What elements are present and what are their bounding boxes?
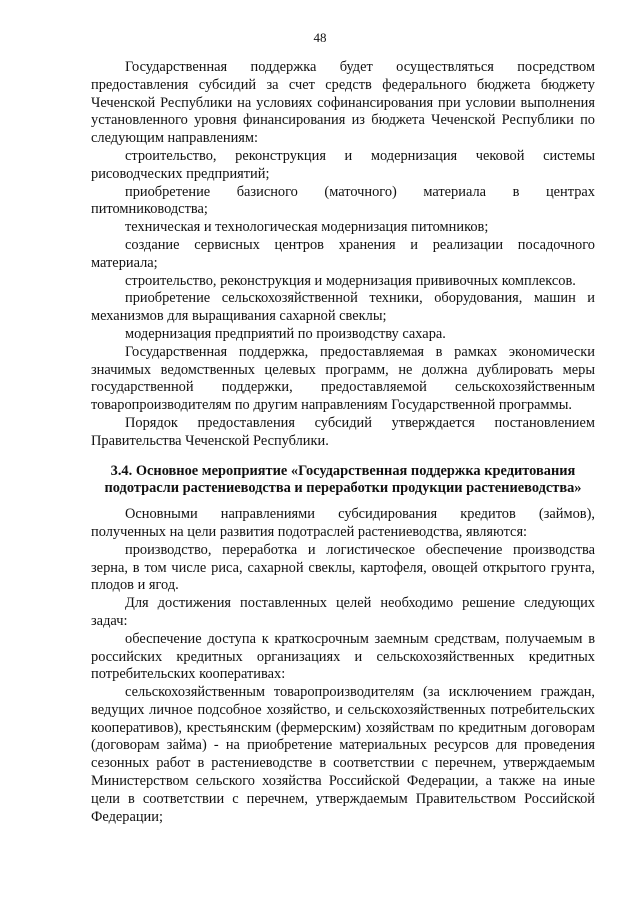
section-heading-3-4: 3.4. Основное мероприятие «Государственная поддержка кредитования подотрасли растениеводства и переработки продукции растениеводства»: [104, 462, 582, 497]
paragraph-credit-directions: Основными направлениями субсидирования кредитов (займов), полученных на цели развития подотраслей растениеводства, являются:: [91, 506, 595, 540]
paragraph-goals-tasks: Для достижения поставленных целей необходимо решение следующих задач:: [91, 595, 595, 629]
list-item-rice-check-system: строительство, реконструкция и модернизация чековой системы рисоводческих предприятий;: [91, 147, 595, 182]
list-item-sugar-plants: модернизация предприятий по производству сахара.: [125, 325, 446, 342]
list-item-sugar-beet-machinery: приобретение сельскохозяйственной техники, оборудования, машин и механизмов для выращивания сахарной свеклы;: [91, 290, 595, 325]
paragraph-no-duplication: Государственная поддержка, предоставляемая в рамках экономически значимых ведомственных целевых программ, не должна дублировать меры государственной поддержки, предоставляемой сельскохозяйственным товаропроизводителям по другим направлениям Государственной программы.: [91, 343, 595, 414]
list-item-base-material: приобретение базисного (маточного) материала в центрах питомниководства;: [91, 183, 595, 218]
list-item-short-term-credit-access: обеспечение доступа к краткосрочным заемным средствам, получаемым в российских кредитных организациях и сельскохозяйственных кредитных потребительских кооперативах:: [91, 630, 595, 683]
page-number: 48: [313, 30, 327, 45]
list-item-grafting-complexes: строительство, реконструкция и модернизация прививочных комплексов.: [125, 272, 576, 289]
paragraph-state-support-intro: Государственная поддержка будет осуществляться посредством предоставления субсидий за счет средств федерального бюджета бюджету Чеченской Республики на условиях софинансирования при условии выполнения установленного уровня финансирования из бюджета Чеченской Республики по следующим направлениям:: [91, 59, 595, 147]
list-item-service-centers: создание сервисных центров хранения и реализации посадочного материала;: [91, 236, 595, 271]
list-item-nursery-modernization: техническая и технологическая модернизация питомников;: [125, 219, 489, 236]
document-body: [91, 59, 595, 826]
list-item-agricultural-producers: сельскохозяйственным товаропроизводителям (за исключением граждан, ведущих личное подсобное хозяйство, и сельскохозяйственных потребительских кооперативов), крестьянским (фермерским) хозяйствам по кредитным договорам (договорам займа) - на приобретение материальных ресурсов для проведения сезонных работ в растениеводстве в соответствии с перечнем, утверждаемым Министерством сельского хозяйства Российской Федерации, а также на иные цели в соответствии с перечнем, утверждаемым Правительством Российской Федерации;: [91, 684, 595, 825]
list-item-production-logistics: производство, переработка и логистическое обеспечение производства зерна, в том числе риса, сахарной свеклы, картофеля, овощей открытого грунта, плодов и ягод.: [91, 541, 595, 594]
paragraph-subsidy-procedure: Порядок предоставления субсидий утверждается постановлением Правительства Чеченской Республики.: [91, 414, 595, 449]
